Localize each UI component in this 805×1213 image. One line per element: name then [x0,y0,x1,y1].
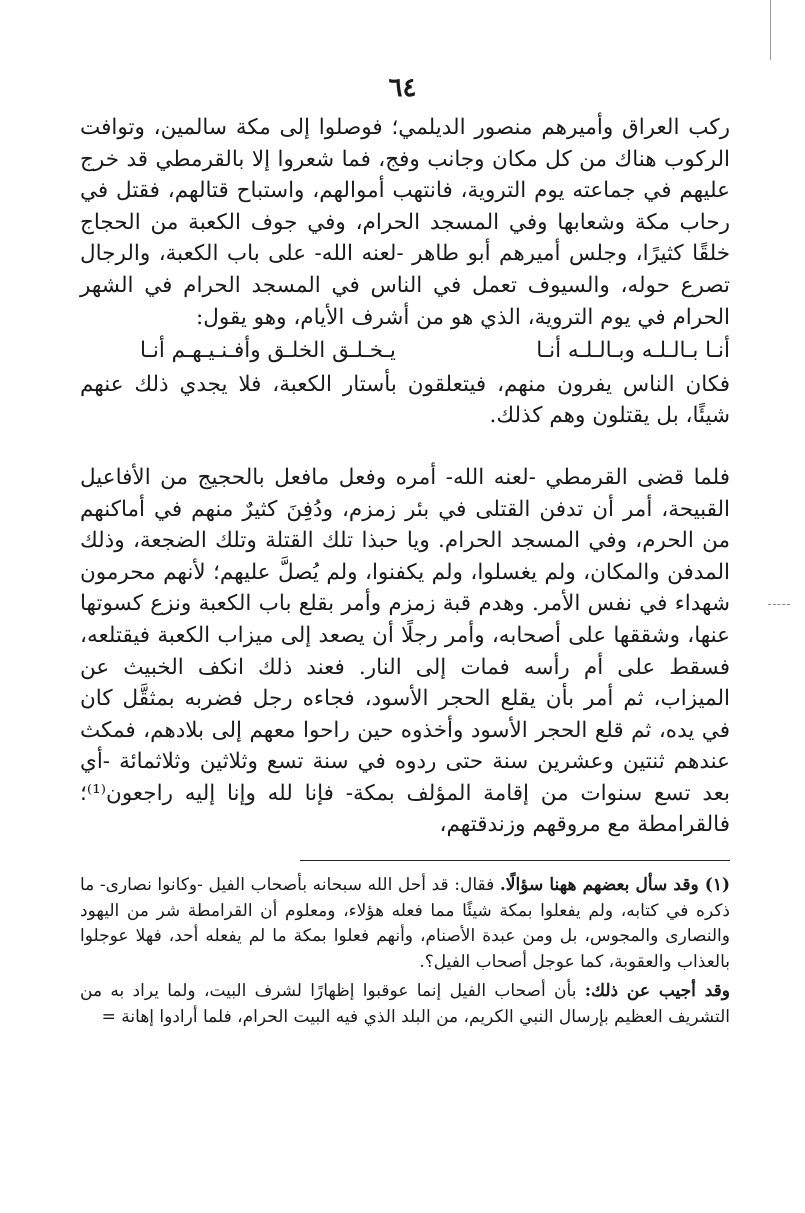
paragraph-3: فلما قضى القرمطي -لعنه الله- أمره وفعل مافعل بالحجيج من الأفاعيل القبيحة، أمر أن تدفن القتلى في بئر زمزم، ودُفِنَ كثيرٌ منهم في أماكنهم من الحرم، وفي المسجد الحرام. ويا حبذا تلك القتلة وتلك الضجعة، وذلك المدفن والمكان، ولم يغسلوا، ولم يكفنوا، ولم يُصلَّ عليهم؛ لأنهم محرمون شهداء في نفس الأمر. وهدم قبة زمزم وأمر بقلع باب الكعبة ونزع كسوتها عنها، وشققها على أصحابه، وأمر رجلًا أن يصعد إلى ميزاب الكعبة فيقتلعه، فسقط على أم رأسه فمات إلى النار. فعند ذلك انكف الخبيث عن الميزاب، ثم أمر بأن يقلع الحجر الأسود، فجاءه رجل فضربه بمثقَّل كان في يده، ثم قلع الحجر الأسود وأخذوه حين راحوا معهم إلى بلادهم، فمكث عندهم ثنتين وعشرين سنة حتى ردوه في سنة تسع وثلاثين وثلاثمائة -أي بعد تسع سنوات من إقامة المؤلف بمكة- فإنا لله وإنا إليه راجعون⁽¹⁾؛ فالقرامطة مع مروقهم وزندقتهم، [80,464,730,838]
footnotes [80,873,730,1034]
footnote-separator [300,860,730,861]
footnote-2-text: بأن أصحاب الفيل إنما عوقبوا إظهارًا لشرف البيت، ولما يراد به من التشريف العظيم بإرسال النبي الكريم، من البلد الذي فيه البيت الحرام، فلما أرادوا إهانة = [80,981,730,1027]
margin-mark [768,604,790,605]
poetry-verse [80,335,730,367]
footnote-1 [80,873,730,975]
footnote-2 [80,979,730,1030]
footnote-1-lead: (١) وقد سأل بعضهم ههنا سؤالًا. [499,875,731,895]
footnote-2-lead: وقد أجيب عن ذلك: [584,981,730,1001]
paragraph-1: ركب العراق وأميرهم منصور الديلمي؛ فوصلوا إلى مكة سالمين، وتوافت الركوب هناك من كل مكان وجانب وفج، فما شعروا إلا بالقرمطي قد خرج عليهم في جماعته يوم التروية، فانتهب أموالهم، واستباح قتالهم، فقتل في رحاب مكة وشعابها وفي المسجد الحرام، وفي جوف الكعبة من الحجاج خلقًا كثيرًا، وجلس أميرهم أبو طاهر -لعنه الله- على باب الكعبة، والرجال تصرع حوله، والسيوف تعمل في الناس في المسجد الحرام في الشهر الحرام في يوم التروية، الذي هو من أشرف الأيام، وهو يقول: [80,115,730,330]
binding-edge-line [770,0,771,60]
verse-hemistich-1: أنـا بـالـلـه وبـالـلـه أنـا [536,338,730,364]
main-text [80,112,730,841]
paragraph-gap [80,432,730,462]
footnote-1-text: فقال: قد أحل الله سبحانه بأصحاب الفيل -وكانوا نصارى- ما ذكره في كتابه، ولم يفعلوا بمكة شيئًا مما فعله هؤلاء، ومعلوم أن القرامطة شر من اليهود والنصارى والمجوس، بل ومن عبدة الأصنام، وأنهم فعلوا بمكة ما لم يفعله أحد، فهلا عوجلوا بالعذاب والعقوبة، كما عوجل أصحاب الفيل؟. [80,875,730,972]
page-number: ٦٤ [388,73,417,103]
verse-hemistich-2: يـخـلـق الخلـق وأفـنـيـهـم أنـا [140,338,396,364]
paragraph-2: فكان الناس يفرون منهم، فيتعلقون بأستار الكعبة، فلا يجدي ذلك عنهم شيئًا، بل يقتلون وهم كذلك. [80,371,730,429]
